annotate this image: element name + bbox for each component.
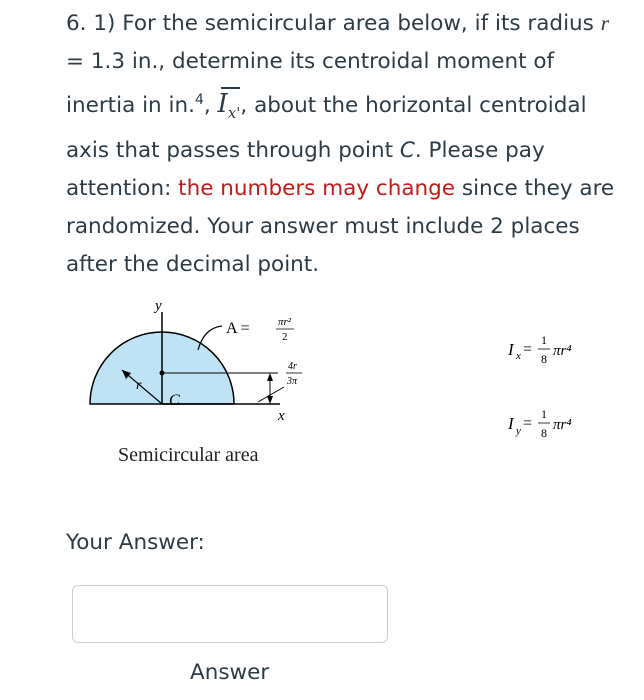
- question-part: = 1.3 in., determine its centroidal moment of inertia in in.: [66, 49, 555, 119]
- question-text: [66, 4, 626, 284]
- area-prefix: A =: [226, 320, 250, 337]
- iy-coef-num: 1: [541, 407, 547, 421]
- iy-formula: [507, 407, 572, 440]
- ix-coef-num: 1: [541, 333, 547, 347]
- answer-label: Your Answer:: [66, 530, 205, 555]
- iy-eq: =: [523, 415, 533, 432]
- centroid-point: [160, 371, 165, 376]
- question-part: ,: [203, 93, 218, 119]
- dim-arrow-up: [267, 373, 273, 381]
- area-denominator: 2: [282, 331, 288, 343]
- answer-input[interactable]: [72, 585, 388, 643]
- ix-eq: =: [523, 341, 533, 358]
- area-numerator: πr²: [278, 316, 292, 328]
- question-part: 6. 1) For the semicircular area below, if its radius: [66, 11, 601, 36]
- figure-caption: Semicircular area: [118, 444, 259, 466]
- ix-coef-den: 8: [541, 352, 547, 366]
- moment-symbol-sub: x': [227, 104, 241, 123]
- ix-formula: [507, 333, 572, 366]
- radius-variable: r: [600, 11, 610, 35]
- iy-sub: y: [516, 425, 521, 437]
- question-part: since they are randomized. Your answer must include 2 places after the decimal point.: [66, 176, 615, 278]
- c-label: C: [169, 392, 180, 409]
- moment-symbol: [218, 85, 241, 132]
- question-part: . Please pay attention:: [66, 138, 545, 202]
- centroid-numerator: 4r: [288, 361, 297, 372]
- question-part: , about the horizontal centroidal axis that passes through point: [66, 93, 587, 164]
- ix-sub: x: [516, 350, 521, 362]
- y-label: y: [155, 298, 162, 314]
- centroid-denominator: 3π: [287, 376, 298, 387]
- iy-rhs: πr⁴: [553, 417, 572, 433]
- ix-lhs: I: [508, 340, 514, 359]
- r-label: r: [136, 378, 142, 393]
- iy-coef-den: 8: [541, 426, 547, 440]
- highlight-text: the numbers may change: [178, 176, 456, 202]
- answer-sublabel: Answer: [190, 660, 270, 685]
- unit-exponent: 4: [194, 92, 204, 108]
- dim-arrow-down: [267, 396, 273, 404]
- moment-symbol-main: I: [217, 89, 228, 120]
- iy-lhs: I: [508, 414, 514, 433]
- x-label: x: [278, 408, 285, 424]
- point-variable: C: [399, 138, 415, 164]
- ix-rhs: πr⁴: [553, 343, 572, 359]
